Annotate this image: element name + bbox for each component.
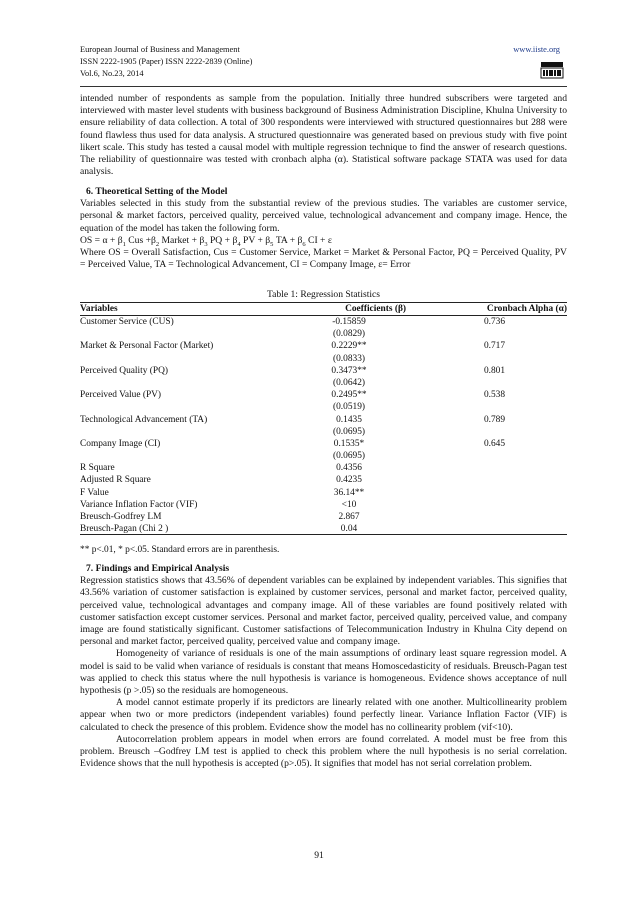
cell-coefficient: -0.15859: [332, 317, 366, 327]
table-row: [80, 487, 567, 499]
cell-coefficient: 0.4235: [336, 475, 362, 486]
cell-cronbach-alpha: 0.801: [483, 365, 506, 376]
section-6: [80, 186, 567, 271]
journal-url-link[interactable]: www.iiste.org: [513, 45, 560, 54]
header-cronbach-alpha: Cronbach Alpha (α): [486, 304, 567, 314]
cell-coefficient: 0.1435: [336, 414, 362, 425]
issn-line: ISSN 2222-1905 (Paper) ISSN 2222-2839 (Online): [80, 57, 253, 66]
cell-variable: Customer Service (CUS): [80, 317, 174, 327]
model-equation: OS = $\alpha + \beta_1$ Cus $+\beta_2$ Market + $\beta_3$ PQ + $\beta_4$ PV + $\beta_5$ TA + $\beta_6$ CI + ε: [80, 234, 332, 248]
cell-variable: [80, 426, 276, 438]
cell-cronbach-alpha: [422, 450, 567, 462]
cell-cronbach-alpha: 0.645: [483, 438, 506, 449]
table-row: [80, 474, 567, 486]
findings-paragraph-3: A model cannot estimate properly if its predictors are linearly related with one another. Multicollinearity problem appear when two or more predictors (independent variables) found perfectly linear. Variance Inflation Factor (VIF) is calculated to check the presence of this problem. Evidence show the model has no collinearity problem (vif<10).: [80, 697, 567, 733]
cell-variable: [80, 401, 276, 413]
cell-coefficient: (0.0642): [332, 377, 366, 388]
cell-cronbach-alpha: [422, 474, 567, 486]
section-6-paragraph: Variables selected in this study from the substantial review of the previous studies. The variables are customer service, personal & market factors, perceived quality, perceived value, technological advancement and company image. Hence, the equation of the model has taken the following form.: [80, 198, 567, 234]
header-variables: Variables: [80, 304, 118, 314]
table-row: [80, 426, 567, 438]
section-6-heading: 6. Theoretical Setting of the Model: [86, 186, 228, 197]
table-row: [80, 462, 567, 474]
table-body: [80, 316, 567, 535]
intro-paragraph: intended number of respondents as sample from the population. Initially three hundred subscribers were targeted and interviewed with master level students with business background of Business Administration Discipline, Khulna University to ensure reliability of data collection. A total of 300 respondents were interviewed with structured questionnaires but 288 were found flawless thus used for data analysis. A structured questionnaire was generated based on previous study with five point likert scale. This study has tested a causal model with multiple regression technique to find the answer of research questions. The reliability of questionnaire was tested with cronbach alpha (α). Statistical software package STATA was used for data analysis.: [80, 93, 567, 178]
cell-variable: Perceived Value (PV): [80, 390, 162, 401]
journal-name: European Journal of Business and Management: [80, 45, 240, 54]
section-7: [80, 563, 567, 770]
cell-variable: [80, 353, 276, 365]
cell-coefficient: 0.4356: [336, 463, 362, 474]
cell-coefficient: <10: [341, 499, 357, 510]
table-row: [80, 523, 567, 535]
cell-variable: Market & Personal Factor (Market): [80, 341, 214, 352]
table-row: [80, 499, 567, 511]
cell-coefficient: (0.0695): [332, 451, 366, 462]
cell-coefficient: (0.0519): [332, 402, 366, 413]
cell-variable: Breusch-Pagan (Chi 2 ): [80, 524, 169, 535]
table-row: [80, 316, 567, 328]
cell-variable: [80, 377, 276, 389]
cell-variable: [80, 328, 276, 340]
table-row: [80, 401, 567, 413]
table-row: [80, 328, 567, 340]
cell-coefficient: (0.0829): [332, 329, 366, 340]
findings-paragraph-2: Homogeneity of variance of residuals is one of the main assumptions of ordinary least square regression model. A model is said to be valid when variance of residuals is constant that means Homoscedasticity of residuals. Breusch-Pagan test was applied to check this status where the null hypothesis is variance is homogeneous. Evidence shows acceptance of null hypothesis (p >.05) so the residuals are homogeneous.: [80, 648, 567, 697]
findings-paragraph-1: Regression statistics shows that 43.56% of dependent variables can be explained by independent variables. This signifies that 43.56% variation of customer satisfaction is explained by customer services, personal and market factor, perceived quality, perceived value, technological advantages and company image. All of these variables are found positively related with customer satisfaction except customer services. Personal and market factor, perceived quality, perceived value, and company image are found statistically significant. Customer satisfactions of Telecommunication Industry in Khulna City depend on personal and market factor, perceived quality, perceived value and company image.: [80, 575, 567, 648]
cell-cronbach-alpha: [422, 487, 567, 499]
intro-paragraph-block: [80, 93, 567, 178]
cell-variable: Company Image (CI): [80, 438, 161, 449]
table-row: [80, 389, 567, 401]
cell-cronbach-alpha: [422, 511, 567, 523]
cell-variable: R Square: [80, 463, 115, 474]
cell-cronbach-alpha: 0.717: [483, 341, 506, 352]
table-caption: Table 1: Regression Statistics: [266, 289, 381, 300]
cell-cronbach-alpha: 0.789: [483, 414, 506, 425]
cell-coefficient: (0.0833): [332, 353, 366, 364]
table-row: [80, 353, 567, 365]
header-rule: [80, 86, 567, 87]
section-7-heading: 7. Findings and Empirical Analysis: [86, 563, 230, 574]
cell-variable: Perceived Quality (PQ): [80, 365, 168, 376]
header-coefficients: Coefficients (β): [345, 304, 406, 314]
table-note: ** p<.01, * p<.05. Standard errors are in parenthesis.: [80, 545, 280, 555]
cell-coefficient: 0.2495**: [331, 390, 367, 401]
table-row: [80, 438, 567, 450]
regression-table: [80, 302, 567, 535]
cell-coefficient: 2.867: [338, 512, 360, 522]
volume-line: Vol.6, No.23, 2014: [80, 69, 144, 78]
cell-coefficient: 0.04: [340, 524, 358, 535]
cell-coefficient: 0.3473**: [331, 365, 367, 376]
cell-cronbach-alpha: [422, 401, 567, 413]
table-row: [80, 365, 567, 377]
iiste-logo-icon: [540, 61, 564, 79]
cell-coefficient: 0.1535*: [333, 438, 365, 449]
cell-variable: Variance Inflation Factor (VIF): [80, 499, 198, 510]
cell-cronbach-alpha: [422, 523, 567, 534]
cell-cronbach-alpha: [422, 426, 567, 438]
page-number: 91: [314, 850, 324, 861]
cell-cronbach-alpha: [422, 377, 567, 389]
variable-definitions: Where OS = Overall Satisfaction, Cus = Customer Service, Market = Market & Personal Factor, PQ = Perceived Quality, PV = Perceived Value, TA = Technological Advancement, CI = Company Image, ε= Error: [80, 247, 567, 271]
cell-variable: [80, 450, 276, 462]
cell-cronbach-alpha: [422, 328, 567, 340]
cell-cronbach-alpha: [422, 462, 567, 474]
cell-variable: Breusch-Godfrey LM: [80, 512, 162, 522]
running-header: [80, 44, 560, 80]
findings-paragraph-4: Autocorrelation problem appears in model when errors are found correlated. A model must be free from this problem. Breusch –Godfrey LM test is applied to check this problem where the null hypothesis is no serial correlation. Evidence shows that the null hypothesis is accepted (p>.05). It signifies that model has not serial correlation problem.: [80, 733, 567, 770]
cell-coefficient: (0.0695): [332, 426, 366, 437]
cell-coefficient: 36.14**: [333, 487, 365, 498]
cell-cronbach-alpha: 0.736: [483, 317, 506, 327]
table-row: [80, 511, 567, 523]
cell-cronbach-alpha: [422, 353, 567, 365]
table-row: [80, 414, 567, 426]
cell-cronbach-alpha: [422, 499, 567, 511]
cell-variable: F Value: [80, 487, 109, 498]
cell-coefficient: 0.2229**: [331, 341, 367, 352]
table-row: [80, 377, 567, 389]
cell-variable: Adjusted R Square: [80, 475, 151, 486]
table-header-row: [80, 302, 567, 316]
table-row: [80, 340, 567, 352]
cell-cronbach-alpha: 0.538: [483, 390, 506, 401]
table-row: [80, 450, 567, 462]
cell-variable: Technological Advancement (TA): [80, 414, 208, 425]
